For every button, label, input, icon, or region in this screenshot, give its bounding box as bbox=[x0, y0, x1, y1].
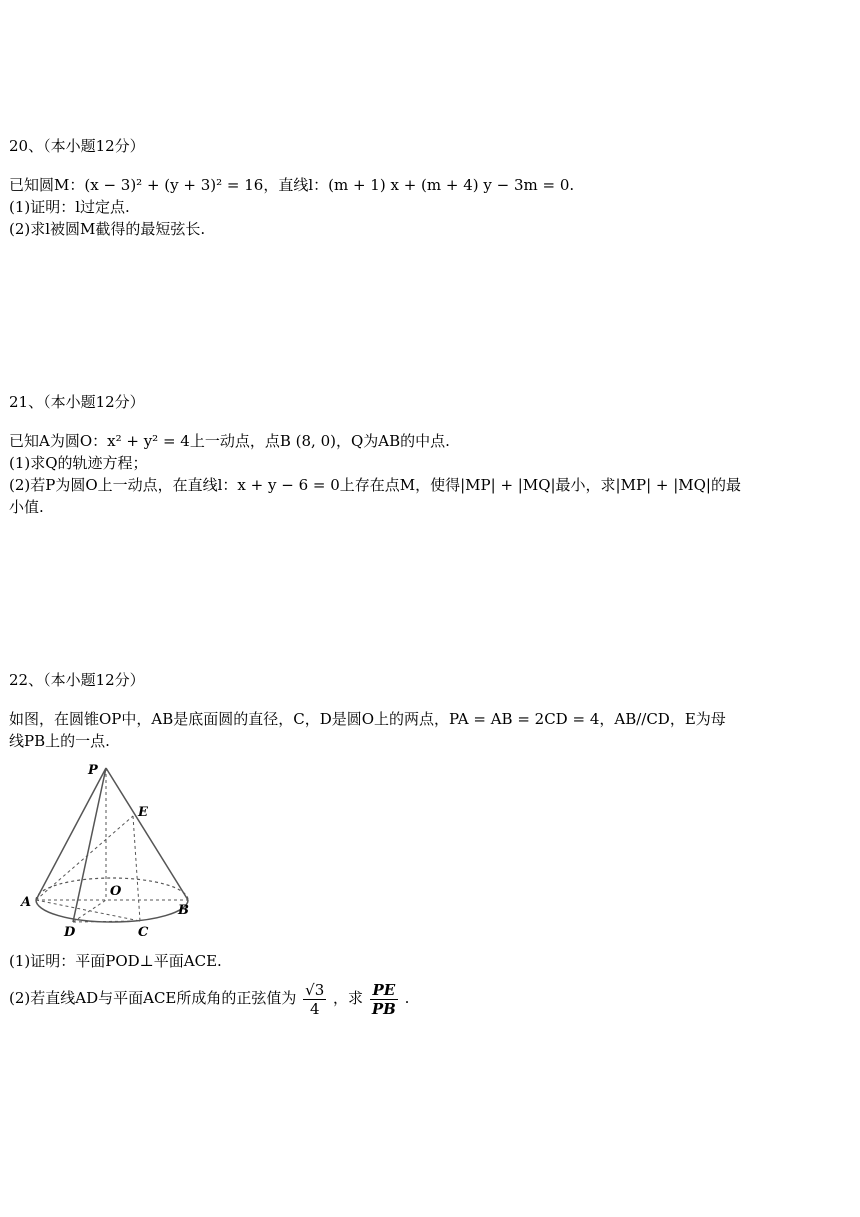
label-c: C bbox=[138, 925, 149, 938]
fraction-denominator: 4 bbox=[309, 999, 320, 1018]
problem-22-stem-line2: 线PB上的一点. bbox=[9, 732, 110, 750]
fraction-numerator: √3 bbox=[305, 980, 325, 999]
problem-22-q2-prefix: (2)若直线AD与平面ACE所成角的正弦值为 bbox=[9, 989, 297, 1007]
fraction-numerator: PE bbox=[370, 981, 398, 1000]
problem-21-heading: 21、（本小题12分） bbox=[9, 393, 145, 411]
problem-22-q2-mid: ，求 bbox=[333, 989, 364, 1007]
problem-21-q1: (1)求Q的轨迹方程； bbox=[9, 454, 148, 472]
problem-21-q2-line1: (2)若P为圆O上一动点，在直线l：x + y − 6 = 0上存在点M，使得|MP| + |MQ|最小，求|MP| + |MQ|的最 bbox=[9, 476, 741, 494]
problem-22-questions bbox=[9, 950, 849, 1018]
problem-22-stem-line1: 如图，在圆锥OP中，AB是底面圆的直径，C，D是圆O上的两点，PA = AB = 2CD = 4，AB//CD，E为母 bbox=[9, 710, 726, 728]
label-b: B bbox=[178, 903, 189, 918]
problem-20 bbox=[9, 136, 849, 240]
problem-22-q2-suffix: . bbox=[404, 989, 410, 1007]
fraction-denominator: PB bbox=[371, 999, 396, 1018]
fraction-pe-over-pb bbox=[370, 981, 398, 1018]
problem-22-q2 bbox=[9, 978, 849, 1018]
problem-20-q2: (2)求l被圆M截得的最短弦长. bbox=[9, 220, 206, 238]
problem-20-q1: (1)证明：l过定点. bbox=[9, 198, 130, 216]
problem-21-stem: 已知A为圆O：x² + y² = 4上一动点，点B (8, 0)，Q为AB的中点. bbox=[9, 432, 450, 450]
label-e: E bbox=[138, 805, 148, 820]
label-d: D bbox=[64, 925, 76, 938]
label-o: O bbox=[110, 884, 122, 899]
problem-21 bbox=[9, 392, 849, 518]
label-p: P bbox=[88, 763, 98, 778]
problem-22 bbox=[9, 670, 849, 752]
label-a: A bbox=[21, 895, 32, 910]
problem-21-q2-line2: 小值. bbox=[9, 498, 44, 516]
problem-22-heading: 22、（本小题12分） bbox=[9, 671, 145, 689]
fraction-sqrt3-over-4 bbox=[303, 981, 326, 1018]
problem-22-q1: (1)证明：平面POD⊥平面ACE. bbox=[9, 952, 222, 970]
problem-20-stem: 已知圆M：(x − 3)² + (y + 3)² = 16，直线l：(m + 1) x + (m + 4) y − 3m = 0. bbox=[9, 176, 575, 194]
problem-20-heading: 20、（本小题12分） bbox=[9, 137, 145, 155]
cone-figure bbox=[18, 758, 198, 938]
